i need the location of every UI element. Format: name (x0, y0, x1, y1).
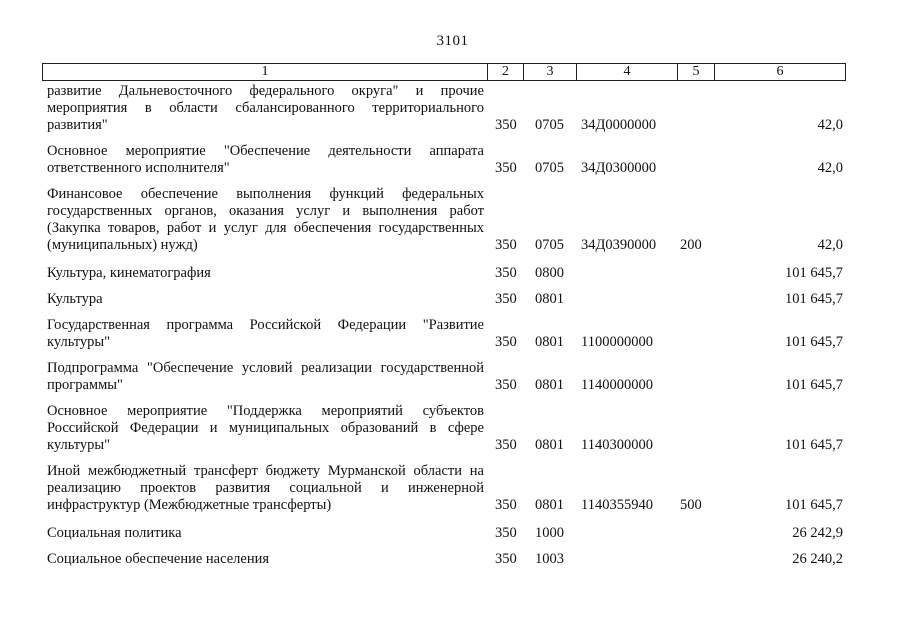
row-col-6: 42,0 (817, 237, 843, 253)
row-col-6: 101 645,7 (785, 497, 843, 513)
row-col-6: 42,0 (817, 117, 843, 133)
row-col-6: 26 240,2 (792, 551, 843, 567)
row-col-4: 1140355940 (581, 497, 653, 513)
row-col-2: 350 (495, 237, 517, 253)
row-name: Социальная политика (47, 525, 182, 541)
header-col-5: 5 (678, 64, 715, 80)
row-col-4: 1140000000 (581, 377, 653, 393)
row-name: Культура, кинематография (47, 265, 211, 281)
row-col-2: 350 (495, 334, 517, 350)
table-row (42, 265, 846, 282)
row-col-5: 200 (680, 237, 702, 253)
row-col-3: 0801 (535, 291, 564, 307)
row-col-2: 350 (495, 291, 517, 307)
table-row (42, 360, 846, 394)
row-col-6: 101 645,7 (785, 437, 843, 453)
row-col-4: 34Д0390000 (581, 237, 657, 253)
row-name: Культура (47, 291, 103, 307)
row-col-2: 350 (495, 160, 517, 176)
row-col-3: 0705 (535, 160, 564, 176)
row-col-3: 0705 (535, 117, 564, 133)
row-col-3: 1000 (535, 525, 564, 541)
row-col-3: 0705 (535, 237, 564, 253)
row-col-2: 350 (495, 377, 517, 393)
table-row (42, 143, 846, 177)
row-col-2: 350 (495, 437, 517, 453)
table-row (42, 403, 846, 454)
table-row (42, 525, 846, 542)
header-col-1: 1 (43, 64, 488, 80)
row-col-3: 1003 (535, 551, 564, 567)
row-name: Основное мероприятие "Обеспечение деятельности аппарата ответственного исполнителя" (47, 143, 484, 176)
header-col-2: 2 (488, 64, 524, 80)
header-col-6: 6 (776, 64, 784, 79)
row-col-4: 1140300000 (581, 437, 653, 453)
header-col-4: 4 (577, 64, 678, 80)
row-name: Иной межбюджетный трансферт бюджету Мурманской области на реализацию проектов развития социальной и инженерной инфраструктур (Межбюджетные трансферты) (47, 463, 484, 513)
table-row (42, 291, 846, 308)
row-col-2: 350 (495, 525, 517, 541)
table-row (42, 463, 846, 514)
row-name: Социальное обеспечение населения (47, 551, 270, 567)
row-col-3: 0801 (535, 497, 564, 513)
row-col-2: 350 (495, 117, 517, 133)
row-col-4: 34Д0000000 (581, 117, 657, 133)
table-row (42, 83, 846, 134)
page-number: 3101 (436, 33, 469, 49)
row-col-4: 1100000000 (581, 334, 653, 350)
row-col-2: 350 (495, 265, 517, 281)
table-header (42, 63, 846, 81)
row-name: развитие Дальневосточного федерального округа" и прочие мероприятия в области сбалансированного территориального развития" (47, 83, 484, 133)
row-col-6: 101 645,7 (785, 291, 843, 307)
table-row (42, 551, 846, 568)
row-col-3: 0801 (535, 377, 564, 393)
row-name: Государственная программа Российской Федерации "Развитие культуры" (47, 317, 484, 350)
header-col-3: 3 (524, 64, 577, 80)
row-name: Подпрограмма "Обеспечение условий реализации государственной программы" (47, 360, 484, 393)
row-col-2: 350 (495, 497, 517, 513)
row-col-6: 26 242,9 (792, 525, 843, 541)
row-name: Основное мероприятие "Поддержка мероприятий субъектов Российской Федерации и муниципальных образований в сфере культуры" (47, 403, 484, 453)
table-row (42, 186, 846, 254)
table-row (42, 317, 846, 351)
row-col-4: 34Д0300000 (581, 160, 657, 176)
row-col-6: 101 645,7 (785, 377, 843, 393)
row-name: Финансовое обеспечение выполнения функций федеральных государственных органов, оказания услуг и выполнения работ (Закупка товаров, работ и услуг для обеспечения государственных (муниципальных) нужд) (47, 186, 484, 253)
row-col-6: 101 645,7 (785, 334, 843, 350)
row-col-3: 0800 (535, 265, 564, 281)
row-col-6: 42,0 (817, 160, 843, 176)
row-col-3: 0801 (535, 437, 564, 453)
row-col-3: 0801 (535, 334, 564, 350)
row-col-5: 500 (680, 497, 702, 513)
row-col-2: 350 (495, 551, 517, 567)
row-col-6: 101 645,7 (785, 265, 843, 281)
